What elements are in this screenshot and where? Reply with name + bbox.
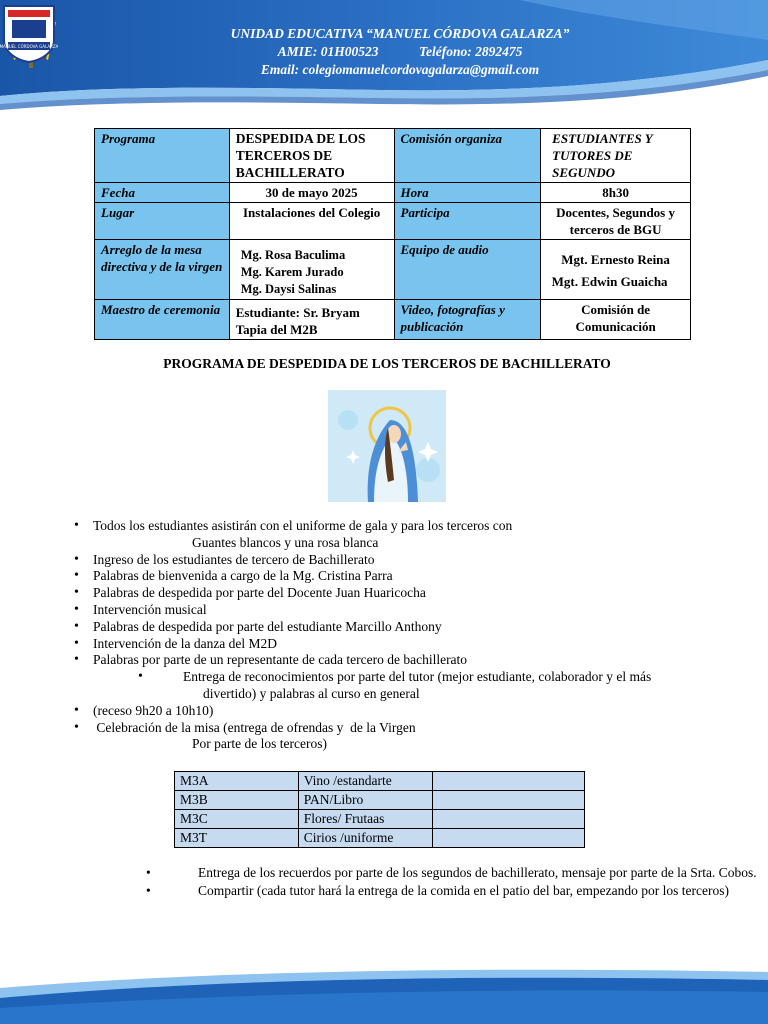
list-item-text: Palabras por parte de un representante de cada tercero de bachillerato (93, 652, 468, 668)
audio-value (541, 240, 691, 300)
list-item (72, 669, 762, 703)
list-item (72, 552, 762, 569)
table-cell: Cirios /uniforme (298, 829, 433, 848)
list-item-text: Todos los estudiantes asistirán con el uniforme de gala y para los terceros con (93, 518, 513, 533)
list-item: • Entrega de los recuerdos por parte de los segundos de bachillerato, mensaje por parte de la Srta. Cobos. (146, 864, 758, 881)
list-item-text: Palabras de bienvenida a cargo de la Mg. Cristina Parra (93, 568, 393, 584)
list-item-text: Intervención musical (93, 601, 207, 617)
list-item (72, 518, 762, 552)
list-item (72, 568, 762, 585)
list-item-text: Ingreso de los estudiantes de tercero de Bachillerato (93, 551, 375, 567)
audio-person: Mgt. Edwin Guaicha (551, 274, 668, 289)
list-item (72, 602, 762, 619)
list-item (72, 703, 762, 720)
participa-label: Participa (394, 203, 541, 240)
table-cell (433, 772, 585, 791)
list-item (72, 585, 762, 602)
offerings-table (174, 771, 585, 848)
table-row (95, 300, 691, 340)
arreglo-label: Arreglo de la mesa directiva y de la virgen (95, 240, 230, 300)
hora-value: 8h30 (541, 183, 691, 203)
table-row (95, 240, 691, 300)
footer-wave (0, 966, 768, 1024)
table-row (95, 129, 691, 183)
table-row (175, 829, 585, 848)
logo-text: MANUEL CÓRDOVA GALARZA (0, 44, 58, 49)
letterhead-header (0, 0, 768, 110)
table-cell (433, 791, 585, 810)
virgin-mary-illustration (328, 390, 446, 502)
table-cell (433, 829, 585, 848)
table-cell (433, 810, 585, 829)
program-title: PROGRAMA DE DESPEDIDA DE LOS TERCEROS DE BACHILLERATO (163, 356, 611, 371)
school-name: UNIDAD EDUCATIVA “MANUEL CÓRDOVA GALARZA” (230, 26, 570, 41)
audio-person: Mgt. Ernesto Reina (561, 252, 670, 267)
comision-label: Comisión organiza (394, 129, 541, 183)
table-row (175, 810, 585, 829)
table-cell: Flores/ Frutaas (298, 810, 433, 829)
list-item (72, 619, 762, 636)
school-email: Email: colegiomanuelcordovagalarza@gmail.com (260, 62, 540, 77)
table-cell: M3A (175, 772, 299, 791)
amie-phone: AMIE: 01H00523 Teléfono: 2892475 (277, 44, 523, 59)
list-item-text: Palabras de despedida por parte del Docente Juan Huaricocha (93, 585, 426, 601)
fecha-label: Fecha (95, 183, 230, 203)
closing-items-list (146, 864, 758, 900)
table-cell: PAN/Libro (298, 791, 433, 810)
table-cell: M3B (175, 791, 299, 810)
list-item-continuation: divertido) y palabras al curso en general (203, 685, 420, 701)
table-cell: M3C (175, 810, 299, 829)
comision-value: ESTUDIANTES Y TUTORES DE SEGUNDO (541, 129, 691, 183)
list-item-text: Celebración de la misa (entrega de ofrendas y de la Virgen (93, 719, 416, 735)
video-label: Video, fotografías y publicación (394, 300, 541, 340)
list-item-text: Entrega de reconocimientos por parte del tutor (mejor estudiante, colaborador y el más (183, 669, 652, 685)
event-info-table (94, 128, 691, 340)
table-cell: Vino /estandarte (298, 772, 433, 791)
hora-label: Hora (394, 183, 541, 203)
list-item-continuation: Guantes blancos y una rosa blanca (192, 534, 379, 550)
table-row (95, 183, 691, 203)
video-value: Comisión de Comunicación (541, 300, 691, 340)
list-item (72, 652, 762, 669)
arreglo-person: Mg. Karem Jurado (240, 265, 344, 279)
arreglo-value (229, 240, 394, 300)
participa-value: Docentes, Segundos y terceros de BGU (541, 203, 691, 240)
table-row (175, 791, 585, 810)
programa-label: Programa (95, 129, 230, 183)
list-item (72, 636, 762, 653)
lugar-label: Lugar (95, 203, 230, 240)
table-cell: M3T (175, 829, 299, 848)
list-item (72, 720, 762, 754)
list-item-text: Palabras de despedida por parte del estudiante Marcillo Anthony (93, 618, 442, 634)
arreglo-person: Mg. Rosa Baculima (240, 248, 346, 262)
maestro-value: Estudiante: Sr. Bryam Tapia del M2B (229, 300, 394, 340)
list-item-continuation: Por parte de los terceros) (192, 736, 327, 752)
list-item: • Compartir (cada tutor hará la entrega de la comida en el patio del bar, empezando por los terceros) (146, 882, 758, 899)
header-text-block (180, 25, 620, 79)
table-row (95, 203, 691, 240)
arreglo-person: Mg. Daysi Salinas (240, 282, 337, 296)
list-item-text: Intervención de la danza del M2D (93, 635, 278, 651)
school-logo-icon (0, 0, 58, 64)
list-item-text: (receso 9h20 a 10h10) (93, 702, 214, 718)
programa-value: DESPEDIDA DE LOS TERCEROS DE BACHILLERATO (229, 129, 394, 183)
lugar-value: Instalaciones del Colegio (229, 203, 394, 240)
maestro-label: Maestro de ceremonia (95, 300, 230, 340)
audio-label: Equipo de audio (394, 240, 541, 300)
table-row (175, 772, 585, 791)
program-items-list (72, 518, 762, 753)
fecha-value: 30 de mayo 2025 (229, 183, 394, 203)
